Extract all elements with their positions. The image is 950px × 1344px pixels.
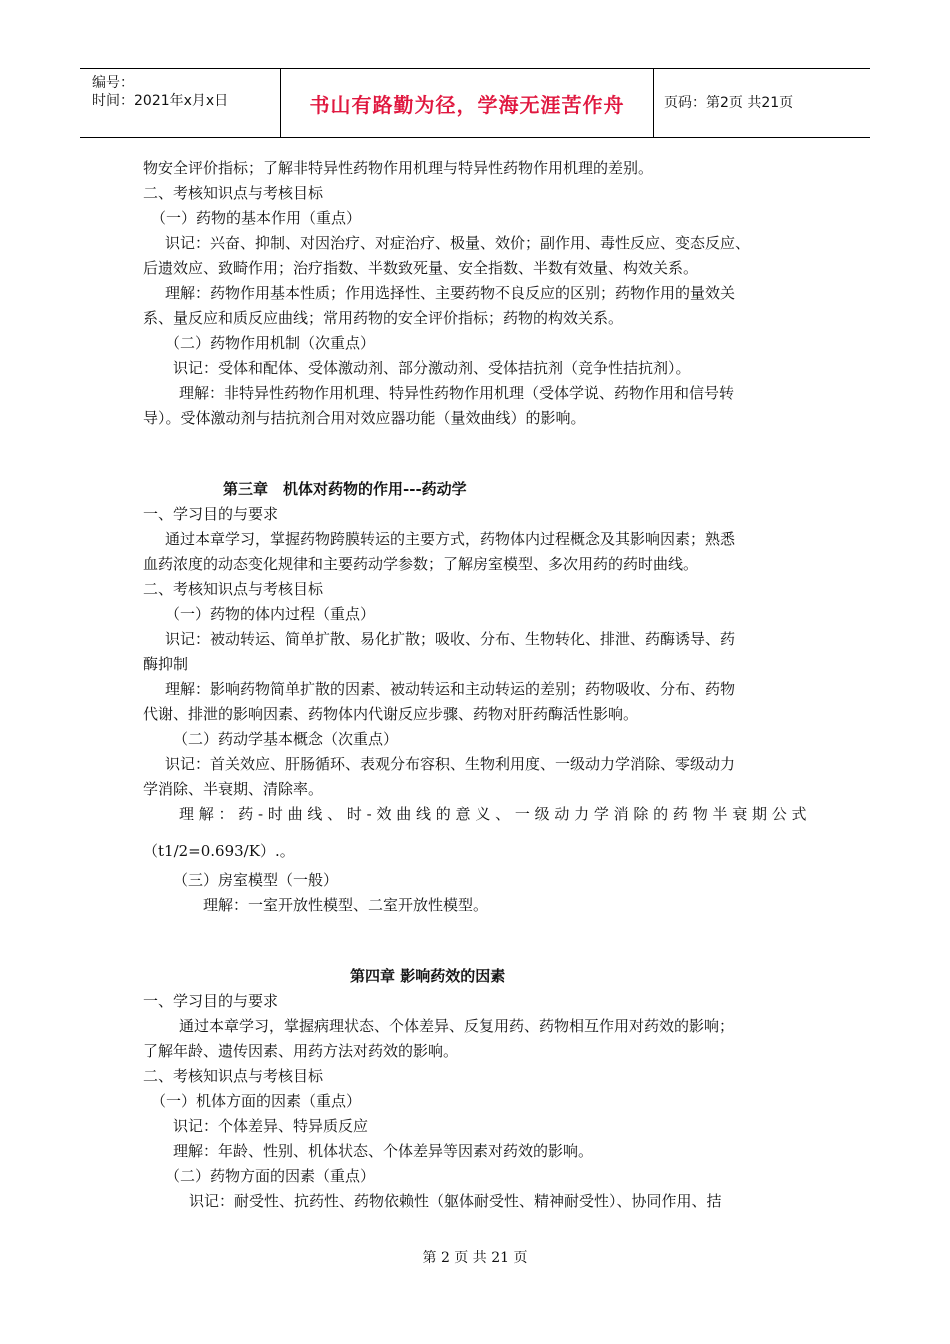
body-line: 代谢、排泄的影响因素、药物体内代谢反应步骤、药物对肝药酶活性影响。 — [143, 705, 639, 723]
page-info: 页码：第2页 共21页 — [664, 95, 794, 111]
body-line: 理解：影响药物简单扩散的因素、被动转运和主动转运的差别；药物吸收、分布、药物 — [165, 680, 736, 698]
body-line: 识记：受体和配体、受体激动剂、部分激动剂、受体拮抗剂（竞争性拮抗剂）。 — [173, 359, 691, 377]
section-heading: 二、考核知识点与考核目标 — [143, 1067, 324, 1085]
subsection-heading: （二）药动学基本概念（次重点） — [173, 730, 399, 748]
date-line: 时间：2021年x月x日 — [92, 93, 229, 109]
body-line: 识记：个体差异、特异质反应 — [173, 1117, 369, 1135]
body-line: 识记：兴奋、抑制、对因治疗、对症治疗、极量、效价；副作用、毒性反应、变态反应、 — [165, 234, 751, 252]
document-number-label: 编号： — [92, 75, 134, 91]
header-motto-cell — [281, 69, 654, 137]
body-line: 学消除、半衰期、清除率。 — [143, 780, 324, 798]
body-line: 识记：首关效应、肝肠循环、表观分布容积、生物利用度、一级动力学消除、零级动力 — [165, 755, 736, 773]
body-line: 识记：被动转运、简单扩散、易化扩散；吸收、分布、生物转化、排泄、药酶诱导、药 — [165, 630, 736, 648]
body-line: 识记：耐受性、抗药性、药物依赖性（躯体耐受性、精神耐受性）、协同作用、拮 — [189, 1192, 722, 1210]
body-line: 导）。受体激动剂与拮抗剂合用对效应器功能（量效曲线）的影响。 — [143, 409, 586, 427]
subsection-heading: （二）药物方面的因素（重点） — [165, 1167, 376, 1185]
subsection-heading: （一）药物的基本作用（重点） — [151, 209, 362, 227]
document-body — [143, 156, 808, 1214]
chapter-4-title: 第四章 影响药效的因素 — [350, 967, 506, 985]
subsection-heading: （一）机体方面的因素（重点） — [151, 1092, 362, 1110]
body-line: 理解：非特异性药物作用机理、特异性药物作用机理（受体学说、药物作用和信号转 — [179, 384, 735, 402]
formula-line: （t1/2=0.693/K）.。 — [143, 842, 295, 860]
chapter-3-title: 第三章 机体对药物的作用---药动学 — [223, 480, 467, 498]
spacer — [143, 431, 808, 477]
body-line: 理解：药物作用基本性质；作用选择性、主要药物不良反应的区别；药物作用的量效关 — [165, 284, 736, 302]
subsection-heading: （二）药物作用机制（次重点） — [165, 334, 376, 352]
header-page-cell — [654, 69, 870, 137]
body-line: 理解：年龄、性别、机体状态、个体差异等因素对药效的影响。 — [173, 1142, 594, 1160]
body-line: 酶抑制 — [143, 655, 189, 673]
body-line: 系、量反应和质反应曲线；常用药物的安全评价指标；药物的构效关系。 — [143, 309, 624, 327]
spacer — [143, 918, 808, 964]
body-line: 理解：药-时曲线、时-效曲线的意义、一级动力学消除的药物半衰期公式 — [179, 805, 808, 823]
section-heading: 一、学习目的与要求 — [143, 505, 279, 523]
section-heading: 二、考核知识点与考核目标 — [143, 184, 324, 202]
body-line: 物安全评价指标；了解非特异性药物作用机理与特异性药物作用机理的差别。 — [143, 159, 654, 177]
body-line: 了解年龄、遗传因素、用药方法对药效的影响。 — [143, 1042, 459, 1060]
section-heading: 一、学习目的与要求 — [143, 992, 279, 1010]
section-heading: 二、考核知识点与考核目标 — [143, 580, 324, 598]
subsection-heading: （三）房室模型（一般） — [173, 871, 339, 889]
page-footer: 第 2 页 共 21 页 — [422, 1250, 528, 1266]
body-line: 后遗效应、致畸作用；治疗指数、半数致死量、安全指数、半数有效量、构效关系。 — [143, 259, 699, 277]
header-table — [80, 68, 870, 138]
subsection-heading: （一）药物的体内过程（重点） — [165, 605, 376, 623]
header-meta-cell — [80, 69, 281, 137]
motto-text: 书山有路勤为径，学海无涯苦作舟 — [309, 92, 625, 117]
body-line: 血药浓度的动态变化规律和主要药动学参数；了解房室模型、多次用药的药时曲线。 — [143, 555, 699, 573]
body-line: 通过本章学习，掌握病理状态、个体差异、反复用药、药物相互作用对药效的影响； — [179, 1017, 735, 1035]
body-line: 通过本章学习，掌握药物跨膜转运的主要方式，药物体内过程概念及其影响因素；熟悉 — [165, 530, 736, 548]
body-line: 理解：一室开放性模型、二室开放性模型。 — [203, 896, 489, 914]
